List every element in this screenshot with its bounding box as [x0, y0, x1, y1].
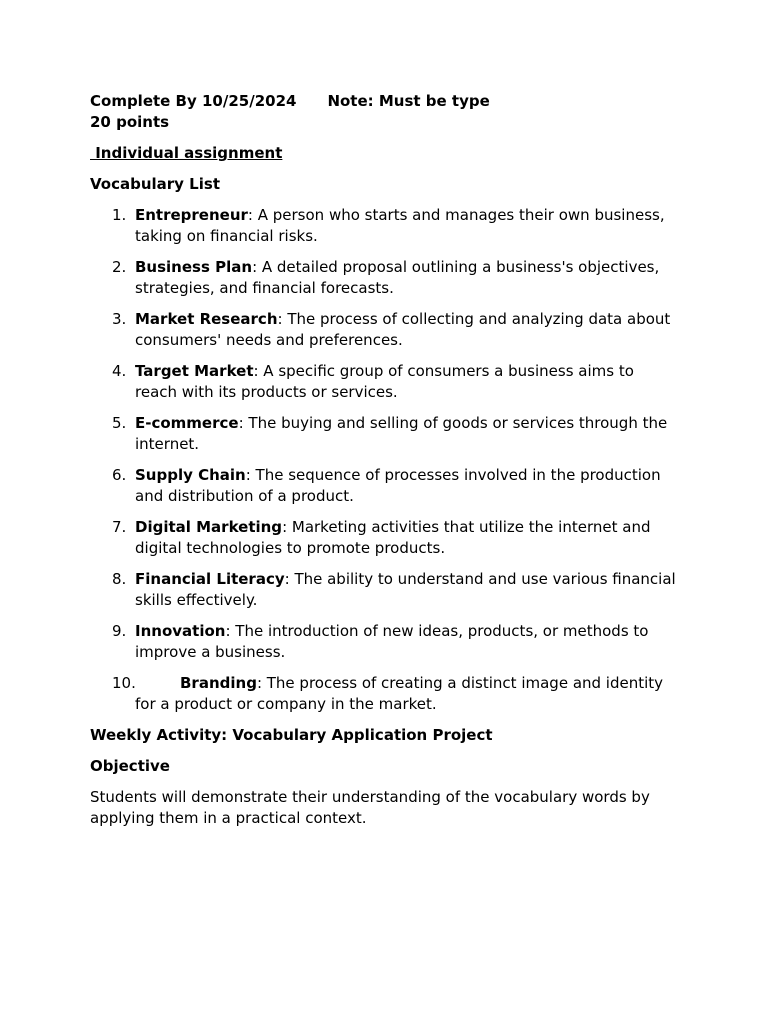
- item-number: 7.: [112, 518, 127, 536]
- objective-text: Students will demonstrate their understanding of the vocabulary words by applying them in a practical context.: [90, 788, 650, 827]
- item-number: 5.: [112, 414, 127, 432]
- vocab-item: [90, 413, 676, 455]
- vocab-definition: : The process of creating a distinct image and identity for a product or company in the market.: [135, 674, 664, 713]
- vocab-item: [90, 673, 676, 715]
- item-number: 6.: [112, 466, 127, 484]
- vocab-item: [90, 205, 676, 247]
- note-text: Note: Must be type: [327, 92, 490, 110]
- vocab-definition: : The process of collecting and analyzing data about consumers' needs and preferences.: [135, 310, 671, 349]
- points-text: 20 points: [90, 113, 170, 131]
- item-number: 3.: [112, 310, 127, 328]
- item-number: 10.: [112, 674, 136, 692]
- item-number: 9.: [112, 622, 127, 640]
- vocab-definition: : A specific group of consumers a business aims to reach with its products or services.: [135, 362, 634, 401]
- vocab-item: [90, 621, 676, 663]
- vocab-term: Supply Chain: [135, 466, 246, 484]
- item-number: 4.: [112, 362, 127, 380]
- vocab-term: Entrepreneur: [135, 206, 248, 224]
- vocab-definition: : The sequence of processes involved in the production and distribution of a product.: [135, 466, 661, 505]
- complete-by-text: Complete By 10/25/2024: [90, 92, 297, 110]
- vocab-term: Innovation: [135, 622, 226, 640]
- objective-title: Objective: [90, 757, 170, 775]
- vocab-definition: : A person who starts and manages their own business, taking on financial risks.: [135, 206, 665, 245]
- vocab-item: [90, 257, 676, 299]
- vocab-list: [90, 205, 676, 715]
- vocab-term: Digital Marketing: [135, 518, 283, 536]
- vocab-term: Business Plan: [135, 258, 253, 276]
- assignment-title: Individual assignment: [90, 144, 283, 162]
- vocab-definition: : A detailed proposal outlining a business's objectives, strategies, and financial forecasts.: [135, 258, 660, 297]
- vocab-item: [90, 465, 676, 507]
- vocab-term: Target Market: [135, 362, 254, 380]
- item-number: 1.: [112, 206, 127, 224]
- vocab-term: E-commerce: [135, 414, 239, 432]
- vocab-definition: : The buying and selling of goods or services through the internet.: [135, 414, 668, 453]
- vocab-term: Market Research: [135, 310, 278, 328]
- vocab-list-title: Vocabulary List: [90, 175, 220, 193]
- vocab-item: [90, 517, 676, 559]
- header-line: [90, 91, 676, 112]
- item-number: 2.: [112, 258, 127, 276]
- vocab-item: [90, 361, 676, 403]
- vocab-item: [90, 309, 676, 351]
- vocab-term: Branding: [180, 674, 257, 692]
- weekly-activity-title: Weekly Activity: Vocabulary Application Project: [90, 726, 493, 744]
- vocab-definition: : The introduction of new ideas, products, or methods to improve a business.: [135, 622, 649, 661]
- vocab-item: [90, 569, 676, 611]
- vocab-definition: : Marketing activities that utilize the internet and digital technologies to promote products.: [135, 518, 651, 557]
- vocab-definition: : The ability to understand and use various financial skills effectively.: [135, 570, 676, 609]
- vocab-term: Financial Literacy: [135, 570, 285, 588]
- item-number: 8.: [112, 570, 127, 588]
